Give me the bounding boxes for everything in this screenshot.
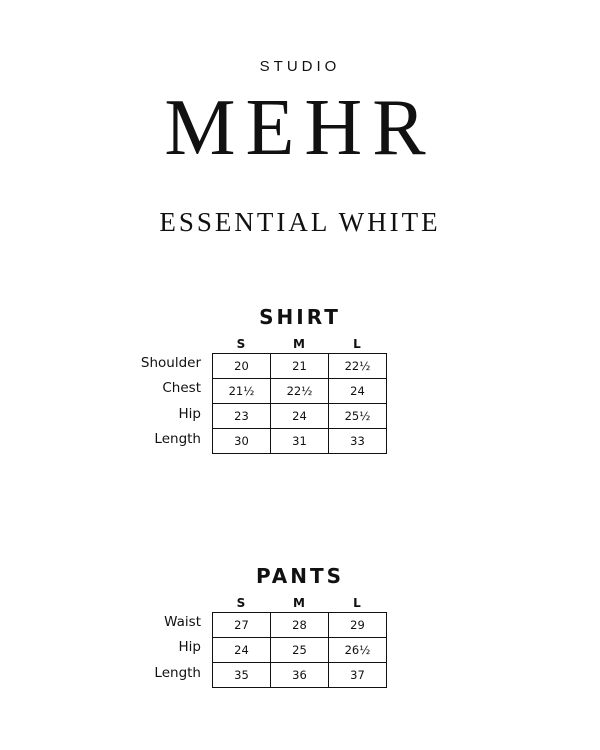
table-cell: 29: [329, 613, 387, 638]
table-cell: 27: [213, 613, 271, 638]
shirt-row-label: Chest: [162, 380, 201, 396]
table-cell: 33: [329, 429, 387, 454]
shirt-col-header: S: [236, 337, 246, 351]
shirt-size-table: [212, 353, 387, 454]
table-cell: 22½: [271, 379, 329, 404]
table-cell: 25: [271, 638, 329, 663]
table-cell: 24: [271, 404, 329, 429]
shirt-col-header: M: [293, 337, 305, 351]
collection-title: ESSENTIAL WHITE: [159, 207, 441, 237]
table-row: [213, 663, 387, 688]
table-cell: 21: [271, 354, 329, 379]
shirt-row-label: Shoulder: [140, 355, 201, 371]
pants-size-table: [212, 612, 387, 688]
shirt-section-title: SHIRT: [259, 305, 341, 329]
brand-tagline: STUDIO: [259, 58, 341, 75]
pants-row-label: Waist: [164, 614, 201, 630]
table-cell: 30: [213, 429, 271, 454]
pants-section-title: PANTS: [255, 564, 345, 588]
table-cell: 25½: [329, 404, 387, 429]
table-row: [213, 429, 387, 454]
table-cell: 23: [213, 404, 271, 429]
table-cell: 20: [213, 354, 271, 379]
table-row: [213, 404, 387, 429]
shirt-row-label: Hip: [178, 406, 201, 422]
table-cell: 36: [271, 663, 329, 688]
table-cell: 22½: [329, 354, 387, 379]
pants-row-label: Length: [154, 665, 201, 681]
table-row: [213, 613, 387, 638]
table-cell: 35: [213, 663, 271, 688]
table-cell: 37: [329, 663, 387, 688]
pants-col-header: M: [293, 596, 305, 610]
pants-row-label: Hip: [178, 639, 201, 655]
shirt-row-label: Length: [154, 431, 201, 447]
table-cell: 24: [329, 379, 387, 404]
brand-logo: MEHR: [164, 84, 436, 172]
table-row: [213, 379, 387, 404]
table-cell: 21½: [213, 379, 271, 404]
table-cell: 26½: [329, 638, 387, 663]
pants-col-header: S: [236, 596, 246, 610]
table-cell: 31: [271, 429, 329, 454]
shirt-col-header: L: [353, 337, 361, 351]
table-cell: 28: [271, 613, 329, 638]
table-row: [213, 638, 387, 663]
table-cell: 24: [213, 638, 271, 663]
table-row: [213, 354, 387, 379]
pants-col-header: L: [353, 596, 361, 610]
